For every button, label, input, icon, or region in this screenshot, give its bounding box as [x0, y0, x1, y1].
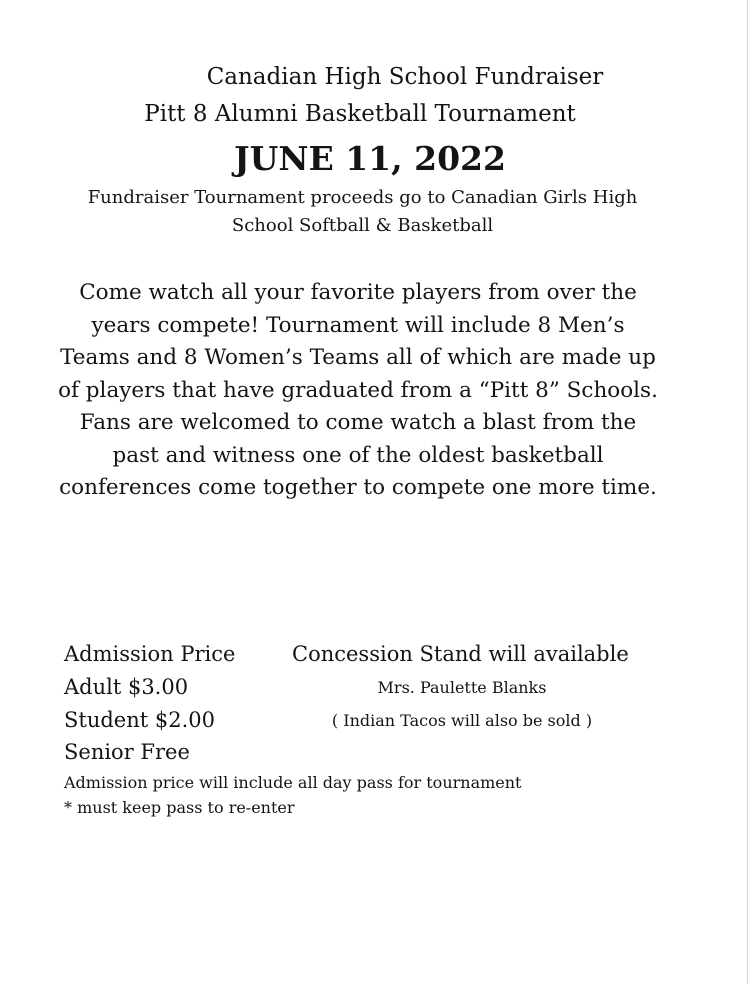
flyer-title-line-1: Canadian High School Fundraiser	[206, 64, 604, 90]
admission-heading: Admission Price	[64, 642, 236, 666]
concession-tacos-note: ( Indian Tacos will also be sold )	[331, 711, 593, 730]
event-description: Come watch all your favorite players from over the years compete! Tournament will include 8 Men’s Teams and 8 Women’s Teams all of which are made up of players that have graduated from a “Pitt 8” Schools. Fans are welcomed to come watch a blast from the past and witness one of the oldest basketball conferences come together to compete one more time.	[58, 280, 658, 500]
concession-host: Mrs. Paulette Blanks	[377, 678, 547, 697]
event-date: JUNE 11, 2022	[234, 139, 506, 178]
proceeds-note: Fundraiser Tournament proceeds go to Canadian Girls High School Softball & Basketball	[87, 187, 638, 236]
admission-reentry-note: * must keep pass to re-enter	[64, 798, 295, 817]
admission-adult-price: Adult $3.00	[64, 675, 189, 699]
flyer-title-line-2: Pitt 8 Alumni Basketball Tournament	[144, 101, 576, 127]
concession-heading: Concession Stand will available	[292, 642, 629, 666]
admission-student-price: Student $2.00	[64, 708, 215, 732]
admission-senior-price: Senior Free	[64, 740, 190, 764]
admission-pass-note: Admission price will include all day pass for tournament	[64, 773, 522, 792]
